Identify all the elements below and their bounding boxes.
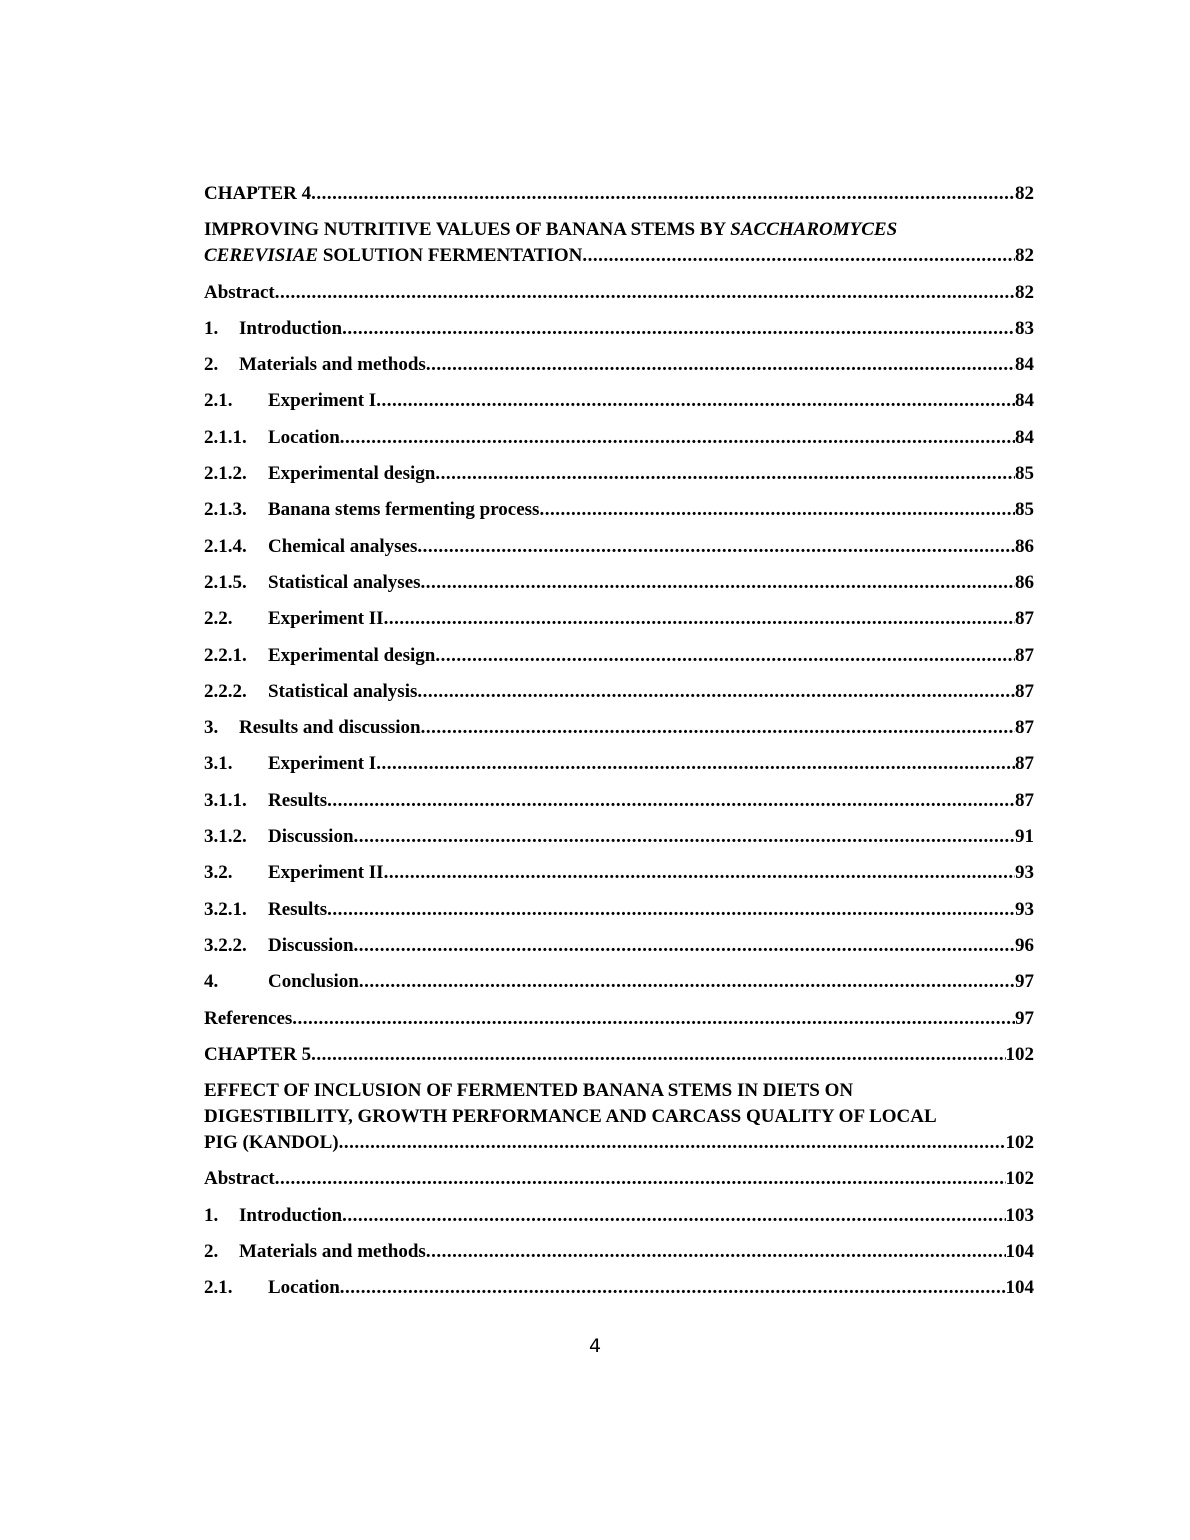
dot-leader bbox=[376, 388, 1015, 414]
toc-entry-title: CHAPTER 4 bbox=[204, 183, 312, 204]
dot-leader bbox=[275, 1166, 1006, 1192]
toc-entry-title: Results bbox=[268, 898, 328, 920]
toc-entry-title: Experimental design bbox=[268, 463, 436, 485]
toc-entry-page: 91 bbox=[1015, 826, 1034, 848]
toc-entry-number: 2.1.1. bbox=[204, 426, 247, 448]
toc-entry-title: Statistical analysis bbox=[268, 680, 418, 702]
toc-entry-title: Abstract bbox=[204, 1168, 275, 1190]
toc-entry-title: Materials and methods bbox=[239, 354, 426, 376]
toc-entry-number: 3.2.2. bbox=[204, 934, 247, 956]
dot-leader bbox=[582, 243, 1015, 269]
toc-entry[interactable] bbox=[204, 388, 1034, 414]
toc-entry-page: 97 bbox=[1015, 1007, 1034, 1029]
toc-entry-number: 3.2. bbox=[204, 862, 233, 884]
toc-entry-title: PIG (KANDOL) bbox=[204, 1132, 339, 1154]
toc-entry-page: 87 bbox=[1015, 789, 1034, 811]
toc-entry[interactable] bbox=[204, 1166, 1034, 1192]
toc-entry-title: Experiment I bbox=[268, 390, 377, 412]
toc-entry-page: 85 bbox=[1015, 463, 1034, 485]
toc-entry-title: Location bbox=[268, 1277, 340, 1299]
toc-entry-title: Abstract bbox=[204, 281, 275, 303]
toc-entry-page: 93 bbox=[1015, 898, 1034, 920]
toc-entry[interactable] bbox=[204, 534, 1034, 560]
dot-leader bbox=[384, 860, 1015, 886]
dot-leader bbox=[426, 1239, 1006, 1265]
toc-entry-number: 2.1.3. bbox=[204, 499, 247, 521]
toc-entry[interactable] bbox=[204, 1042, 1034, 1068]
toc-entry[interactable] bbox=[204, 425, 1034, 451]
toc-entry-title: Results bbox=[268, 789, 328, 811]
dot-leader bbox=[435, 643, 1015, 669]
toc-entry-title: Location bbox=[268, 426, 340, 448]
toc-entry-title: Conclusion bbox=[268, 971, 359, 993]
toc-entry-title: CHAPTER 5 bbox=[204, 1043, 312, 1065]
dot-leader bbox=[339, 1130, 1006, 1156]
toc-entry[interactable] bbox=[204, 1239, 1034, 1265]
dot-leader bbox=[417, 534, 1015, 560]
dot-leader bbox=[342, 1203, 1005, 1229]
toc-entry[interactable] bbox=[204, 181, 1034, 207]
toc-entry-title: Discussion bbox=[268, 826, 354, 848]
toc-entry[interactable] bbox=[204, 969, 1034, 995]
toc-entry[interactable] bbox=[204, 606, 1034, 632]
toc-entry-page: 102 bbox=[1005, 1132, 1034, 1154]
toc-entry[interactable] bbox=[204, 461, 1034, 487]
toc-entry-page: 86 bbox=[1015, 571, 1034, 593]
toc-entry-title: DIGESTIBILITY, GROWTH PERFORMANCE AND CARCASS QUALITY OF LOCAL bbox=[204, 1106, 937, 1128]
toc-entry-page: 83 bbox=[1015, 317, 1034, 339]
toc-entry-number: 3.1. bbox=[204, 753, 233, 775]
toc-entry[interactable] bbox=[204, 1006, 1034, 1032]
toc-entry-title: Experiment II bbox=[268, 608, 384, 630]
toc-entry[interactable] bbox=[204, 352, 1034, 378]
toc-entry-title: IMPROVING NUTRITIVE VALUES OF BANANA STEMS BY SACCHAROMYCES bbox=[204, 219, 898, 241]
toc-entry-title: Experiment II bbox=[268, 862, 384, 884]
toc-entry-number: 2.2. bbox=[204, 608, 233, 630]
toc-entry-page: 87 bbox=[1015, 753, 1034, 775]
dot-leader bbox=[384, 606, 1015, 632]
toc-entry[interactable] bbox=[204, 860, 1034, 886]
toc-entry-title: Statistical analyses bbox=[268, 571, 421, 593]
dot-leader bbox=[327, 897, 1015, 923]
toc-entry-page: 102 bbox=[1005, 1043, 1034, 1065]
toc-entry[interactable] bbox=[204, 679, 1034, 705]
toc-entry-page: 84 bbox=[1015, 426, 1034, 448]
toc-entry[interactable] bbox=[204, 715, 1034, 741]
toc-entry[interactable] bbox=[204, 280, 1034, 306]
dot-leader bbox=[275, 280, 1015, 306]
page-number: 4 bbox=[588, 1335, 602, 1357]
dot-leader bbox=[435, 461, 1015, 487]
toc-entry-page: 84 bbox=[1015, 354, 1034, 376]
toc-entry-page: 103 bbox=[1005, 1204, 1034, 1226]
toc-entry-page: 82 bbox=[1015, 183, 1034, 204]
toc-entry-title: Discussion bbox=[268, 934, 354, 956]
toc-entry-page: 93 bbox=[1015, 862, 1034, 884]
toc-entry-number: 1. bbox=[204, 1204, 219, 1226]
toc-entry-page: 97 bbox=[1015, 971, 1034, 993]
toc-entry-number: 2.2.1. bbox=[204, 644, 247, 666]
toc-entry-title: CEREVISIAE SOLUTION FERMENTATION bbox=[204, 245, 583, 267]
toc-entry-title: Experimental design bbox=[268, 644, 436, 666]
toc-entry-number: 1. bbox=[204, 317, 219, 339]
toc-entry-page: 82 bbox=[1015, 281, 1034, 303]
toc-entry[interactable] bbox=[204, 933, 1034, 959]
toc-entry-page: 104 bbox=[1005, 1277, 1034, 1299]
dot-leader bbox=[421, 715, 1015, 741]
dot-leader bbox=[376, 751, 1015, 777]
dot-leader bbox=[417, 679, 1015, 705]
toc-entry[interactable] bbox=[204, 643, 1034, 669]
toc-entry-page: 87 bbox=[1015, 717, 1034, 739]
toc-entry-number: 3.1.2. bbox=[204, 826, 247, 848]
toc-entry-number: 2.1. bbox=[204, 1277, 233, 1299]
toc-entry[interactable] bbox=[204, 1078, 1034, 1156]
toc-entry-page: 84 bbox=[1015, 390, 1034, 412]
toc-entry[interactable] bbox=[204, 788, 1034, 814]
dot-leader bbox=[327, 788, 1015, 814]
toc-entry-page: 85 bbox=[1015, 499, 1034, 521]
toc-entry-page: 87 bbox=[1015, 644, 1034, 666]
toc-entry-number: 2. bbox=[204, 1241, 219, 1263]
toc-entry-title: Results and discussion bbox=[239, 717, 421, 739]
toc-entry-title: References bbox=[204, 1007, 293, 1029]
toc-entry-number: 2.1.5. bbox=[204, 571, 247, 593]
toc-entry-title: Banana stems fermenting process bbox=[268, 499, 540, 521]
toc-entry-number: 2.2.2. bbox=[204, 680, 247, 702]
toc-entry[interactable] bbox=[204, 824, 1034, 850]
dot-leader bbox=[354, 824, 1015, 850]
dot-leader bbox=[340, 1275, 1006, 1301]
dot-leader bbox=[359, 969, 1015, 995]
toc-entry-number: 2.1.2. bbox=[204, 463, 247, 485]
toc-entry[interactable] bbox=[204, 570, 1034, 596]
table-of-contents bbox=[204, 181, 1034, 1312]
toc-entry-number: 2.1. bbox=[204, 390, 233, 412]
dot-leader bbox=[539, 497, 1015, 523]
dot-leader bbox=[426, 352, 1015, 378]
toc-entry-number: 3. bbox=[204, 717, 219, 739]
toc-entry-page: 96 bbox=[1015, 934, 1034, 956]
dot-leader bbox=[354, 933, 1015, 959]
toc-entry[interactable] bbox=[204, 751, 1034, 777]
toc-entry[interactable] bbox=[204, 1203, 1034, 1229]
toc-entry-title: Chemical analyses bbox=[268, 535, 418, 557]
toc-entry[interactable] bbox=[204, 316, 1034, 342]
toc-entry[interactable] bbox=[204, 217, 1034, 269]
toc-entry-number: 3.2.1. bbox=[204, 898, 247, 920]
toc-entry-page: 102 bbox=[1005, 1168, 1034, 1190]
toc-entry-title: Materials and methods bbox=[239, 1241, 426, 1263]
dot-leader bbox=[292, 1006, 1015, 1032]
toc-entry-number: 2.1.4. bbox=[204, 535, 247, 557]
toc-entry-title: Introduction bbox=[239, 1204, 343, 1226]
dot-leader bbox=[311, 181, 1015, 207]
toc-entry-title: Introduction bbox=[239, 317, 343, 339]
toc-entry-page: 86 bbox=[1015, 535, 1034, 557]
toc-entry-number: 3.1.1. bbox=[204, 789, 247, 811]
toc-entry-page: 104 bbox=[1005, 1241, 1034, 1263]
toc-entry-page: 87 bbox=[1015, 680, 1034, 702]
toc-entry[interactable] bbox=[204, 1275, 1034, 1301]
toc-entry-number: 4. bbox=[204, 971, 219, 993]
dot-leader bbox=[421, 570, 1015, 596]
toc-entry-number: 2. bbox=[204, 354, 219, 376]
toc-entry-title: Experiment I bbox=[268, 753, 377, 775]
dot-leader bbox=[340, 425, 1015, 451]
toc-entry-page: 87 bbox=[1015, 608, 1034, 630]
toc-entry[interactable] bbox=[204, 497, 1034, 523]
toc-entry[interactable] bbox=[204, 897, 1034, 923]
toc-entry-page: 82 bbox=[1015, 245, 1034, 267]
dot-leader bbox=[342, 316, 1015, 342]
toc-entry-title: EFFECT OF INCLUSION OF FERMENTED BANANA STEMS IN DIETS ON bbox=[204, 1080, 854, 1102]
dot-leader bbox=[311, 1042, 1005, 1068]
